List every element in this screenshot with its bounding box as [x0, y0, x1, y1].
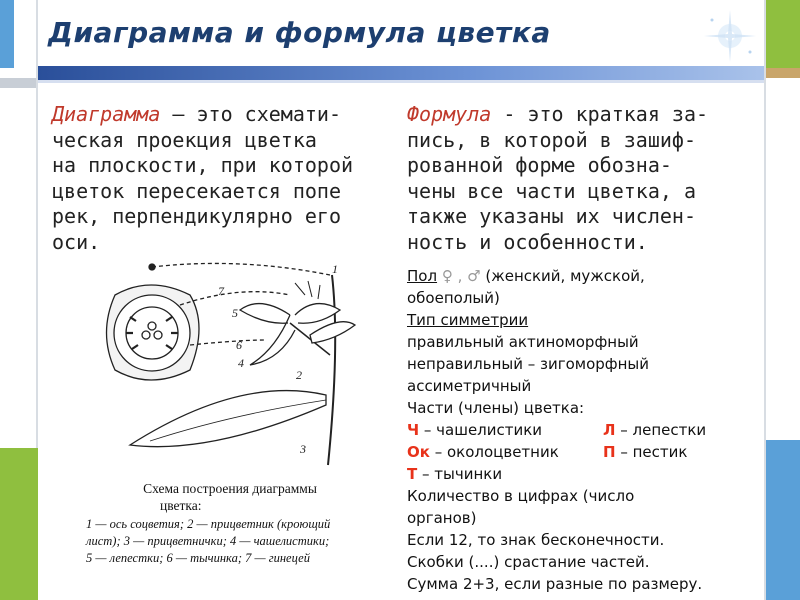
diagram-line-2: ческая проекция цветка [52, 127, 317, 152]
count-line-2: органов) [407, 509, 477, 527]
formula-details [407, 265, 787, 595]
formula-line-6: ность и особенности. [407, 229, 648, 254]
part-text-p: – пестик [615, 443, 688, 461]
parts-row-3 [407, 463, 787, 485]
part-code-l: Л [603, 421, 616, 439]
count-line-1: Количество в цифрах (число [407, 487, 635, 505]
formula-term: Формула [407, 102, 492, 126]
sex-label: Пол [407, 267, 438, 285]
legend-line-1: 1 — ось соцветия; 2 — прицветник (кроющий [86, 517, 331, 531]
sex-line [407, 265, 787, 287]
part-code-p: П [603, 443, 616, 461]
figure-caption-title [120, 480, 340, 514]
sum-line: Сумма 2+3, если разные по размеру. [407, 575, 703, 593]
parts-row-1 [407, 419, 787, 441]
brackets-line: Скобки (....) срастание частей. [407, 553, 650, 571]
diagram-term: Диаграмма [52, 102, 161, 126]
parts-label: Части (члены) цветка: [407, 399, 585, 417]
infinity-line: Если 12, то знак бесконечности. [407, 531, 665, 549]
stem [328, 275, 335, 465]
symmetry-label: Тип симметрии [407, 311, 529, 329]
label-5: 5 [232, 306, 238, 320]
diagram-line-3: на плоскости, при которой [52, 153, 354, 177]
diagram-line-1: – это схемати- [160, 102, 341, 126]
sparkle-decoration [700, 6, 760, 66]
label-6: 6 [236, 338, 242, 352]
left-gray-block [0, 78, 36, 88]
part-text-ok: – околоцветник [429, 443, 559, 461]
part-code-t: Т [407, 465, 418, 483]
formula-line-1: - это краткая за- [491, 102, 709, 126]
sex-symbols: ♀ , ♂ [441, 267, 481, 285]
part-text-ch: – чашелистики [419, 421, 543, 439]
symmetry-type-1: правильный актиноморфный [407, 333, 639, 351]
diagram-line-4: цветок пересекается попе [52, 178, 341, 203]
diagram-line-6: оси. [52, 229, 101, 254]
flower-diagram-figure [90, 255, 370, 475]
part-text-l: – лепестки [615, 421, 707, 439]
part-text-t: – тычинки [417, 465, 503, 483]
label-4: 4 [238, 356, 244, 370]
diagram-line-5: рек, перпендикулярно его [52, 204, 341, 228]
right-green-block [766, 0, 800, 68]
sex-rest: (женский, мужской, [480, 267, 645, 285]
label-7: 7 [218, 284, 224, 298]
formula-line-5: также указаны их числен- [407, 204, 696, 228]
formula-definition [407, 102, 708, 255]
header-band [38, 66, 764, 80]
formula-line-4: чены все части цветка, а [407, 178, 696, 203]
left-green-block [0, 448, 38, 600]
symmetry-type-2: неправильный – зигоморфный [407, 355, 650, 373]
parts-row-2 [407, 441, 787, 463]
right-tan-block [766, 68, 800, 78]
label-1: 1 [332, 262, 338, 276]
sex-line-2: обоеполый) [407, 289, 500, 307]
symmetry-type-3: ассиметричный [407, 377, 532, 395]
legend-line-3: 5 — лепестки; 6 — тычинка; 7 — гинецей [86, 551, 310, 565]
formula-line-3: рованной форме обозна- [407, 153, 672, 177]
page-title: Диаграмма и формула цветка [48, 16, 551, 49]
header-light-line [38, 80, 764, 83]
formula-line-2: пись, в которой в зашиф- [407, 127, 696, 152]
label-2: 2 [296, 368, 302, 382]
caption-title-line-2: цветка: [160, 498, 202, 513]
legend-line-2: лист); 3 — прицветнички; 4 — чашелистики; [86, 534, 330, 548]
part-code-ok: Ок [407, 443, 430, 461]
label-3: 3 [300, 442, 306, 456]
left-blue-bar [0, 0, 14, 68]
figure-legend [86, 516, 330, 567]
part-code-ch: Ч [407, 421, 420, 439]
caption-title-line-1: Схема построения диаграммы [143, 481, 317, 496]
diagram-definition [52, 102, 353, 255]
